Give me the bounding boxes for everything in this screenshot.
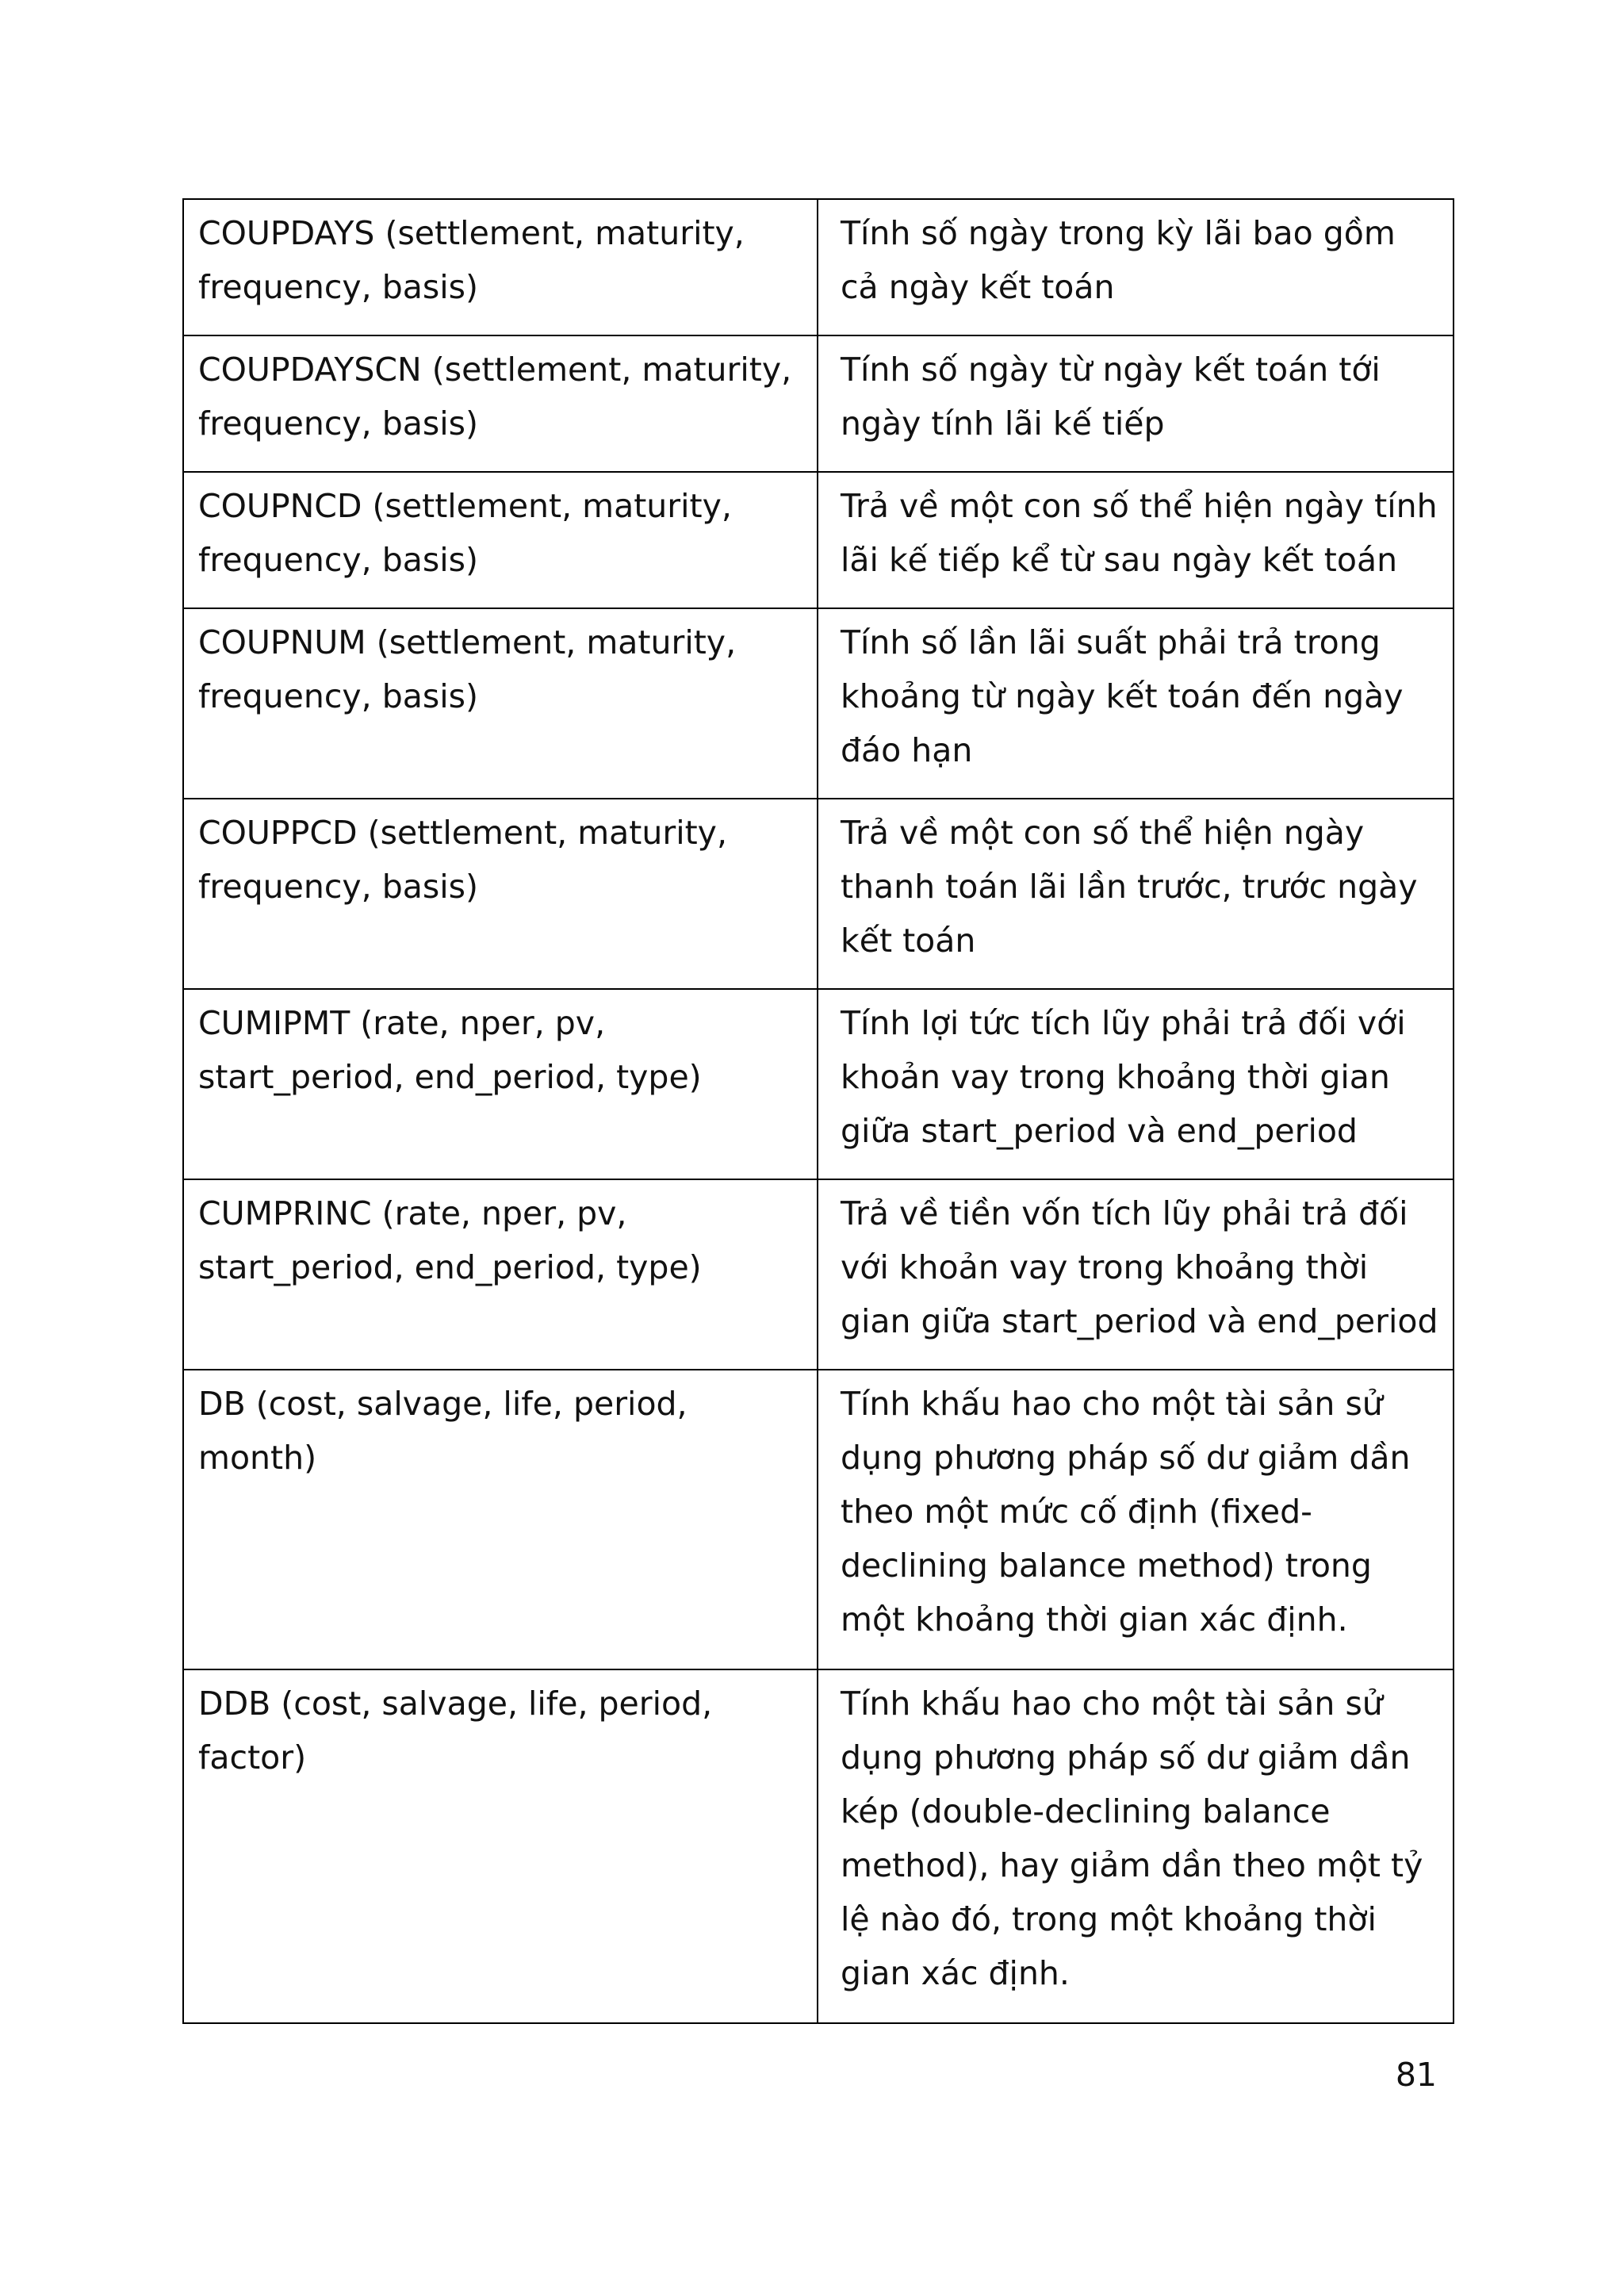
table-row [183,1179,1454,1370]
function-signature-cell [183,799,818,989]
function-description-cell [818,472,1454,608]
function-description: Tính khấu hao cho một tài sản sử dụng phương pháp số dư giảm dần theo một mức cố định (fixed-declining balance method) trong một khoảng thời gian xác định. [841,1385,1411,1639]
table-row [183,799,1454,989]
function-description-cell [818,989,1454,1179]
function-signature: COUPDAYS (settlement, maturity, frequency, basis) [198,214,745,306]
function-description-cell [818,199,1454,335]
function-table [182,198,1454,2024]
function-signature-cell [183,989,818,1179]
function-description: Tính khấu hao cho một tài sản sử dụng phương pháp số dư giảm dần kép (double-declining balance method), hay giảm dần theo một tỷ lệ nào đó, trong một khoảng thời gian xác định. [841,1685,1423,1992]
page-number: 81 [1395,2056,1437,2094]
function-signature-cell [183,472,818,608]
function-description-cell [818,799,1454,989]
function-description-cell [818,1179,1454,1370]
table-row [183,335,1454,472]
function-description-cell [818,335,1454,472]
function-description: Tính số lần lãi suất phải trả trong khoảng từ ngày kết toán đến ngày đáo hạn [841,623,1404,769]
function-description: Tính số ngày trong kỳ lãi bao gồm cả ngày kết toán [841,214,1396,306]
function-signature: CUMIPMT (rate, nper, pv, start_period, end_period, type) [198,1004,702,1096]
function-description-cell [818,608,1454,799]
function-description: Tính số ngày từ ngày kết toán tới ngày tính lãi kế tiếp [841,351,1381,443]
function-signature: COUPPCD (settlement, maturity, frequency, basis) [198,814,727,906]
function-description: Trả về một con số thể hiện ngày thanh toán lãi lần trước, trước ngày kết toán [841,814,1418,960]
table-row [183,608,1454,799]
function-signature-cell [183,1179,818,1370]
function-signature: DB (cost, salvage, life, period, month) [198,1385,688,1477]
function-description-cell [818,1370,1454,1669]
function-description: Trả về tiền vốn tích lũy phải trả đối với khoản vay trong khoảng thời gian giữa start_period và end_period [841,1194,1438,1340]
function-signature: COUPDAYSCN (settlement, maturity, frequency, basis) [198,351,792,443]
function-signature-cell [183,1669,818,2023]
function-description: Tính lợi tức tích lũy phải trả đối với khoản vay trong khoảng thời gian giữa start_period và end_period [841,1004,1406,1150]
function-description-cell [818,1669,1454,2023]
function-description: Trả về một con số thể hiện ngày tính lãi kế tiếp kể từ sau ngày kết toán [841,487,1438,579]
function-signature-cell [183,1370,818,1669]
table-row [183,199,1454,335]
function-signature: COUPNUM (settlement, maturity, frequency, basis) [198,623,737,715]
table-row [183,1669,1454,2023]
function-signature-cell [183,608,818,799]
table-row [183,989,1454,1179]
function-signature-cell [183,199,818,335]
table-row [183,1370,1454,1669]
function-signature: DDB (cost, salvage, life, period, factor) [198,1685,713,1777]
function-signature: COUPNCD (settlement, maturity, frequency, basis) [198,487,732,579]
function-signature: CUMPRINC (rate, nper, pv, start_period, end_period, type) [198,1194,702,1286]
table-row [183,472,1454,608]
function-signature-cell [183,335,818,472]
